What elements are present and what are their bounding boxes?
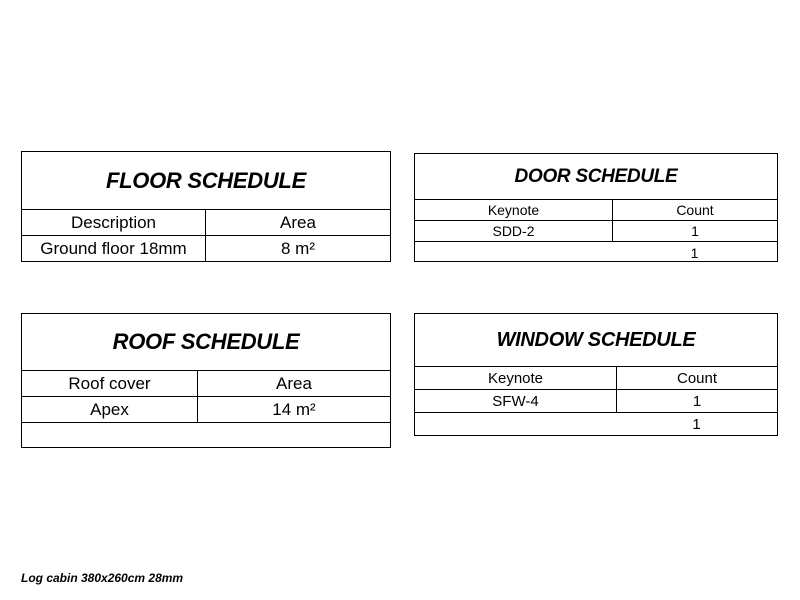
cell-roof-cover: Apex bbox=[90, 399, 129, 419]
header-roof-cover: Roof cover bbox=[68, 373, 151, 393]
roof-schedule-title: ROOF SCHEDULE bbox=[22, 314, 390, 371]
table-header-row bbox=[22, 371, 390, 397]
header-keynote: Keynote bbox=[487, 202, 540, 218]
cell-count: 1 bbox=[616, 390, 777, 412]
header-count: Count bbox=[612, 200, 777, 220]
table-row bbox=[415, 390, 777, 413]
cell-area: 14 m² bbox=[197, 397, 390, 422]
roof-schedule-table bbox=[21, 313, 391, 448]
cell-total-count: 1 bbox=[690, 244, 699, 261]
drawing-caption: Log cabin 380x260cm 28mm bbox=[21, 571, 184, 585]
cell-keynote: SDD-2 bbox=[492, 223, 535, 239]
header-area: Area bbox=[205, 210, 390, 235]
cell-roof-cover bbox=[22, 423, 197, 449]
table-row bbox=[22, 397, 390, 423]
window-schedule-title: WINDOW SCHEDULE bbox=[415, 314, 777, 367]
cell-area bbox=[197, 423, 390, 449]
header-count: Count bbox=[616, 367, 777, 389]
cell-count: 1 bbox=[612, 221, 777, 241]
cell-total-count: 1 bbox=[692, 416, 701, 433]
cell-description: Ground floor 18mm bbox=[40, 239, 187, 258]
table-total-row bbox=[415, 242, 777, 263]
cell-area: 8 m² bbox=[205, 236, 390, 262]
table-total-row bbox=[415, 413, 777, 436]
table-row bbox=[22, 236, 390, 262]
table-total-row bbox=[22, 423, 390, 449]
cell-keynote bbox=[415, 413, 616, 436]
door-schedule-table bbox=[414, 153, 778, 262]
table-header-row bbox=[22, 210, 390, 236]
window-schedule-table bbox=[414, 313, 778, 436]
door-schedule-title: DOOR SCHEDULE bbox=[415, 154, 777, 200]
table-header-row bbox=[415, 200, 777, 221]
floor-schedule-table bbox=[21, 151, 391, 262]
header-area: Area bbox=[197, 371, 390, 396]
cell-keynote: SFW-4 bbox=[492, 392, 539, 410]
table-header-row bbox=[415, 367, 777, 390]
header-description: Description bbox=[70, 212, 157, 232]
table-row bbox=[415, 221, 777, 242]
cell-keynote bbox=[415, 242, 612, 263]
floor-schedule-title: FLOOR SCHEDULE bbox=[22, 152, 390, 210]
header-keynote: Keynote bbox=[487, 369, 544, 387]
